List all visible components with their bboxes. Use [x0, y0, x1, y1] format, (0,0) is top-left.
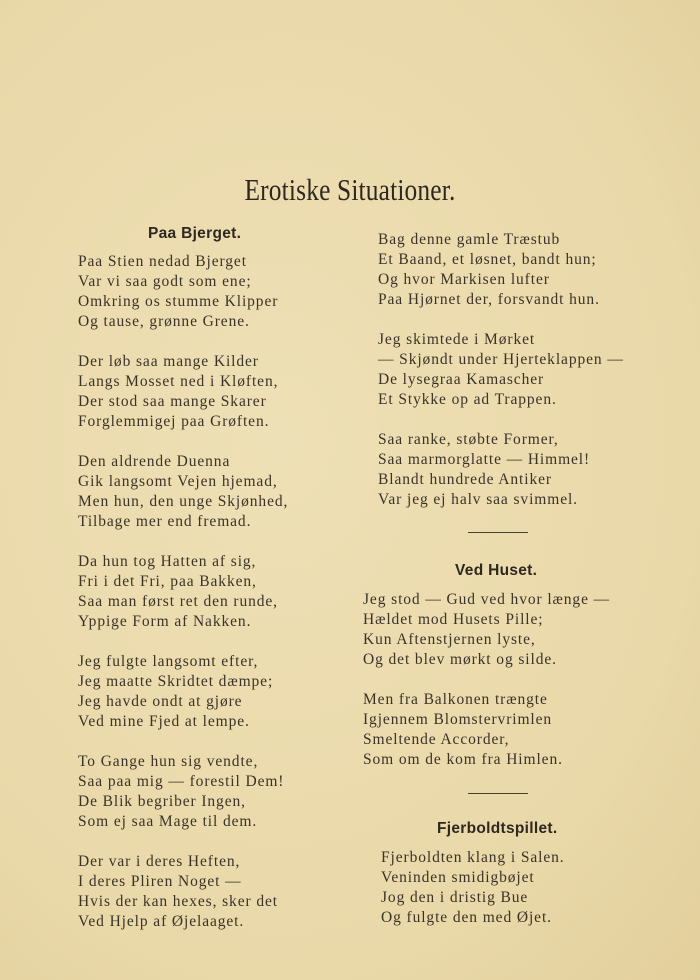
verse-line: Jeg stod — Gud ved hvor længe —: [363, 591, 611, 608]
verse-line: Saa ranke, støbte Former,: [378, 431, 559, 448]
page-title: Erotiske Situationer.: [244, 172, 456, 207]
verse-line: Da hun tog Hatten af sig,: [78, 553, 257, 570]
verse-line: Saa paa mig — forestil Dem!: [78, 773, 285, 790]
verse-line: Jeg havde ondt at gjøre: [78, 693, 243, 710]
verse-line: Saa marmorglatte — Himmel!: [378, 451, 591, 468]
verse-line: Jeg fulgte langsomt efter,: [78, 653, 259, 670]
verse-line: To Gange hun sig vendte,: [78, 753, 259, 770]
verse-line: De lysegraa Kamascher: [378, 371, 545, 388]
verse-line: Hvis der kan hexes, sker det: [78, 893, 278, 910]
verse-line: Et Baand, et løsnet, bandt hun;: [378, 251, 597, 268]
stanza: [378, 230, 624, 310]
stanza: [78, 852, 288, 932]
section-divider: [468, 793, 528, 794]
stanza: [363, 690, 610, 770]
verse-line: — Skjøndt under Hjerteklappen —: [378, 351, 624, 368]
verse-line: Og hvor Markisen lufter: [378, 271, 550, 288]
verse-line: Omkring os stumme Klipper: [78, 293, 279, 310]
poem-heading-ved-huset: Ved Huset.: [455, 562, 538, 579]
verse-line: Fri i det Fri, paa Bakken,: [78, 573, 257, 590]
verse-line: Og det blev mørkt og silde.: [363, 651, 557, 668]
stanza: [378, 330, 624, 410]
stanza: [78, 452, 288, 532]
verse-line: Tilbage mer end fremad.: [78, 513, 252, 530]
section-divider: [468, 532, 528, 533]
stanza: [78, 752, 288, 832]
verse-line: Men hun, den unge Skjønhed,: [78, 493, 289, 510]
stanza: [78, 252, 288, 332]
verse-line: Var jeg ej halv saa svimmel.: [378, 491, 578, 508]
verse-line: Forglemmigej paa Grøften.: [78, 413, 270, 430]
verse-line: Hældet mod Husets Pille;: [363, 611, 544, 628]
stanza: [363, 590, 610, 670]
verse-line: Bag denne gamle Træstub: [378, 231, 561, 248]
verse-line: Ved mine Fjed at lempe.: [78, 713, 250, 730]
verse-line: Jeg skimtede i Mørket: [378, 331, 536, 348]
poem-fjerboldtspillet: [381, 848, 565, 948]
verse-line: Og fulgte den med Øjet.: [381, 909, 552, 926]
verse-line: De Blik begriber Ingen,: [78, 793, 246, 810]
stanza: [381, 848, 565, 928]
verse-line: Saa man først ret den runde,: [78, 593, 278, 610]
verse-line: Blandt hundrede Antiker: [378, 471, 552, 488]
poem-left-column: [78, 252, 288, 952]
verse-line: Men fra Balkonen trængte: [363, 691, 548, 708]
verse-line: Paa Hjørnet der, forsvandt hun.: [378, 291, 600, 308]
verse-line: Ved Hjelp af Øjelaaget.: [78, 913, 245, 930]
poem-right-column-continuation: [378, 230, 624, 530]
stanza: [378, 430, 624, 510]
verse-line: Gik langsomt Vejen hjemad,: [78, 473, 278, 490]
poem-ved-huset: [363, 590, 610, 790]
stanza: [78, 552, 288, 632]
verse-line: Paa Stien nedad Bjerget: [78, 253, 247, 270]
verse-line: Jeg maatte Skridtet dæmpe;: [78, 673, 274, 690]
verse-line: Veninden smidigbøjet: [381, 869, 535, 886]
verse-line: Der stod saa mange Skarer: [78, 393, 267, 410]
verse-line: Kun Aftenstjernen lyste,: [363, 631, 536, 648]
verse-line: Et Stykke op ad Trappen.: [378, 391, 557, 408]
verse-line: Og tause, grønne Grene.: [78, 313, 250, 330]
verse-line: Smeltende Accorder,: [363, 731, 510, 748]
verse-line: Der løb saa mange Kilder: [78, 353, 259, 370]
stanza: [78, 652, 288, 732]
verse-line: Jog den i dristig Bue: [381, 889, 529, 906]
verse-line: Igjennem Blomstervrimlen: [363, 711, 553, 728]
stanza: [78, 352, 288, 432]
verse-line: I deres Pliren Noget —: [78, 873, 242, 890]
verse-line: Var vi saa godt som ene;: [78, 273, 252, 290]
verse-line: Fjerboldten klang i Salen.: [381, 849, 565, 866]
verse-line: Som ej saa Mage til dem.: [78, 813, 258, 830]
verse-line: Den aldrende Duenna: [78, 453, 231, 470]
poem-heading-paa-bjerget: Paa Bjerget.: [148, 225, 242, 242]
verse-line: Yppige Form af Nakken.: [78, 613, 252, 630]
poem-heading-fjerboldtspillet: Fjerboldtspillet.: [437, 820, 558, 837]
verse-line: Langs Mosset ned i Kløften,: [78, 373, 279, 390]
verse-line: Der var i deres Heften,: [78, 853, 241, 870]
verse-line: Som om de kom fra Himlen.: [363, 751, 563, 768]
